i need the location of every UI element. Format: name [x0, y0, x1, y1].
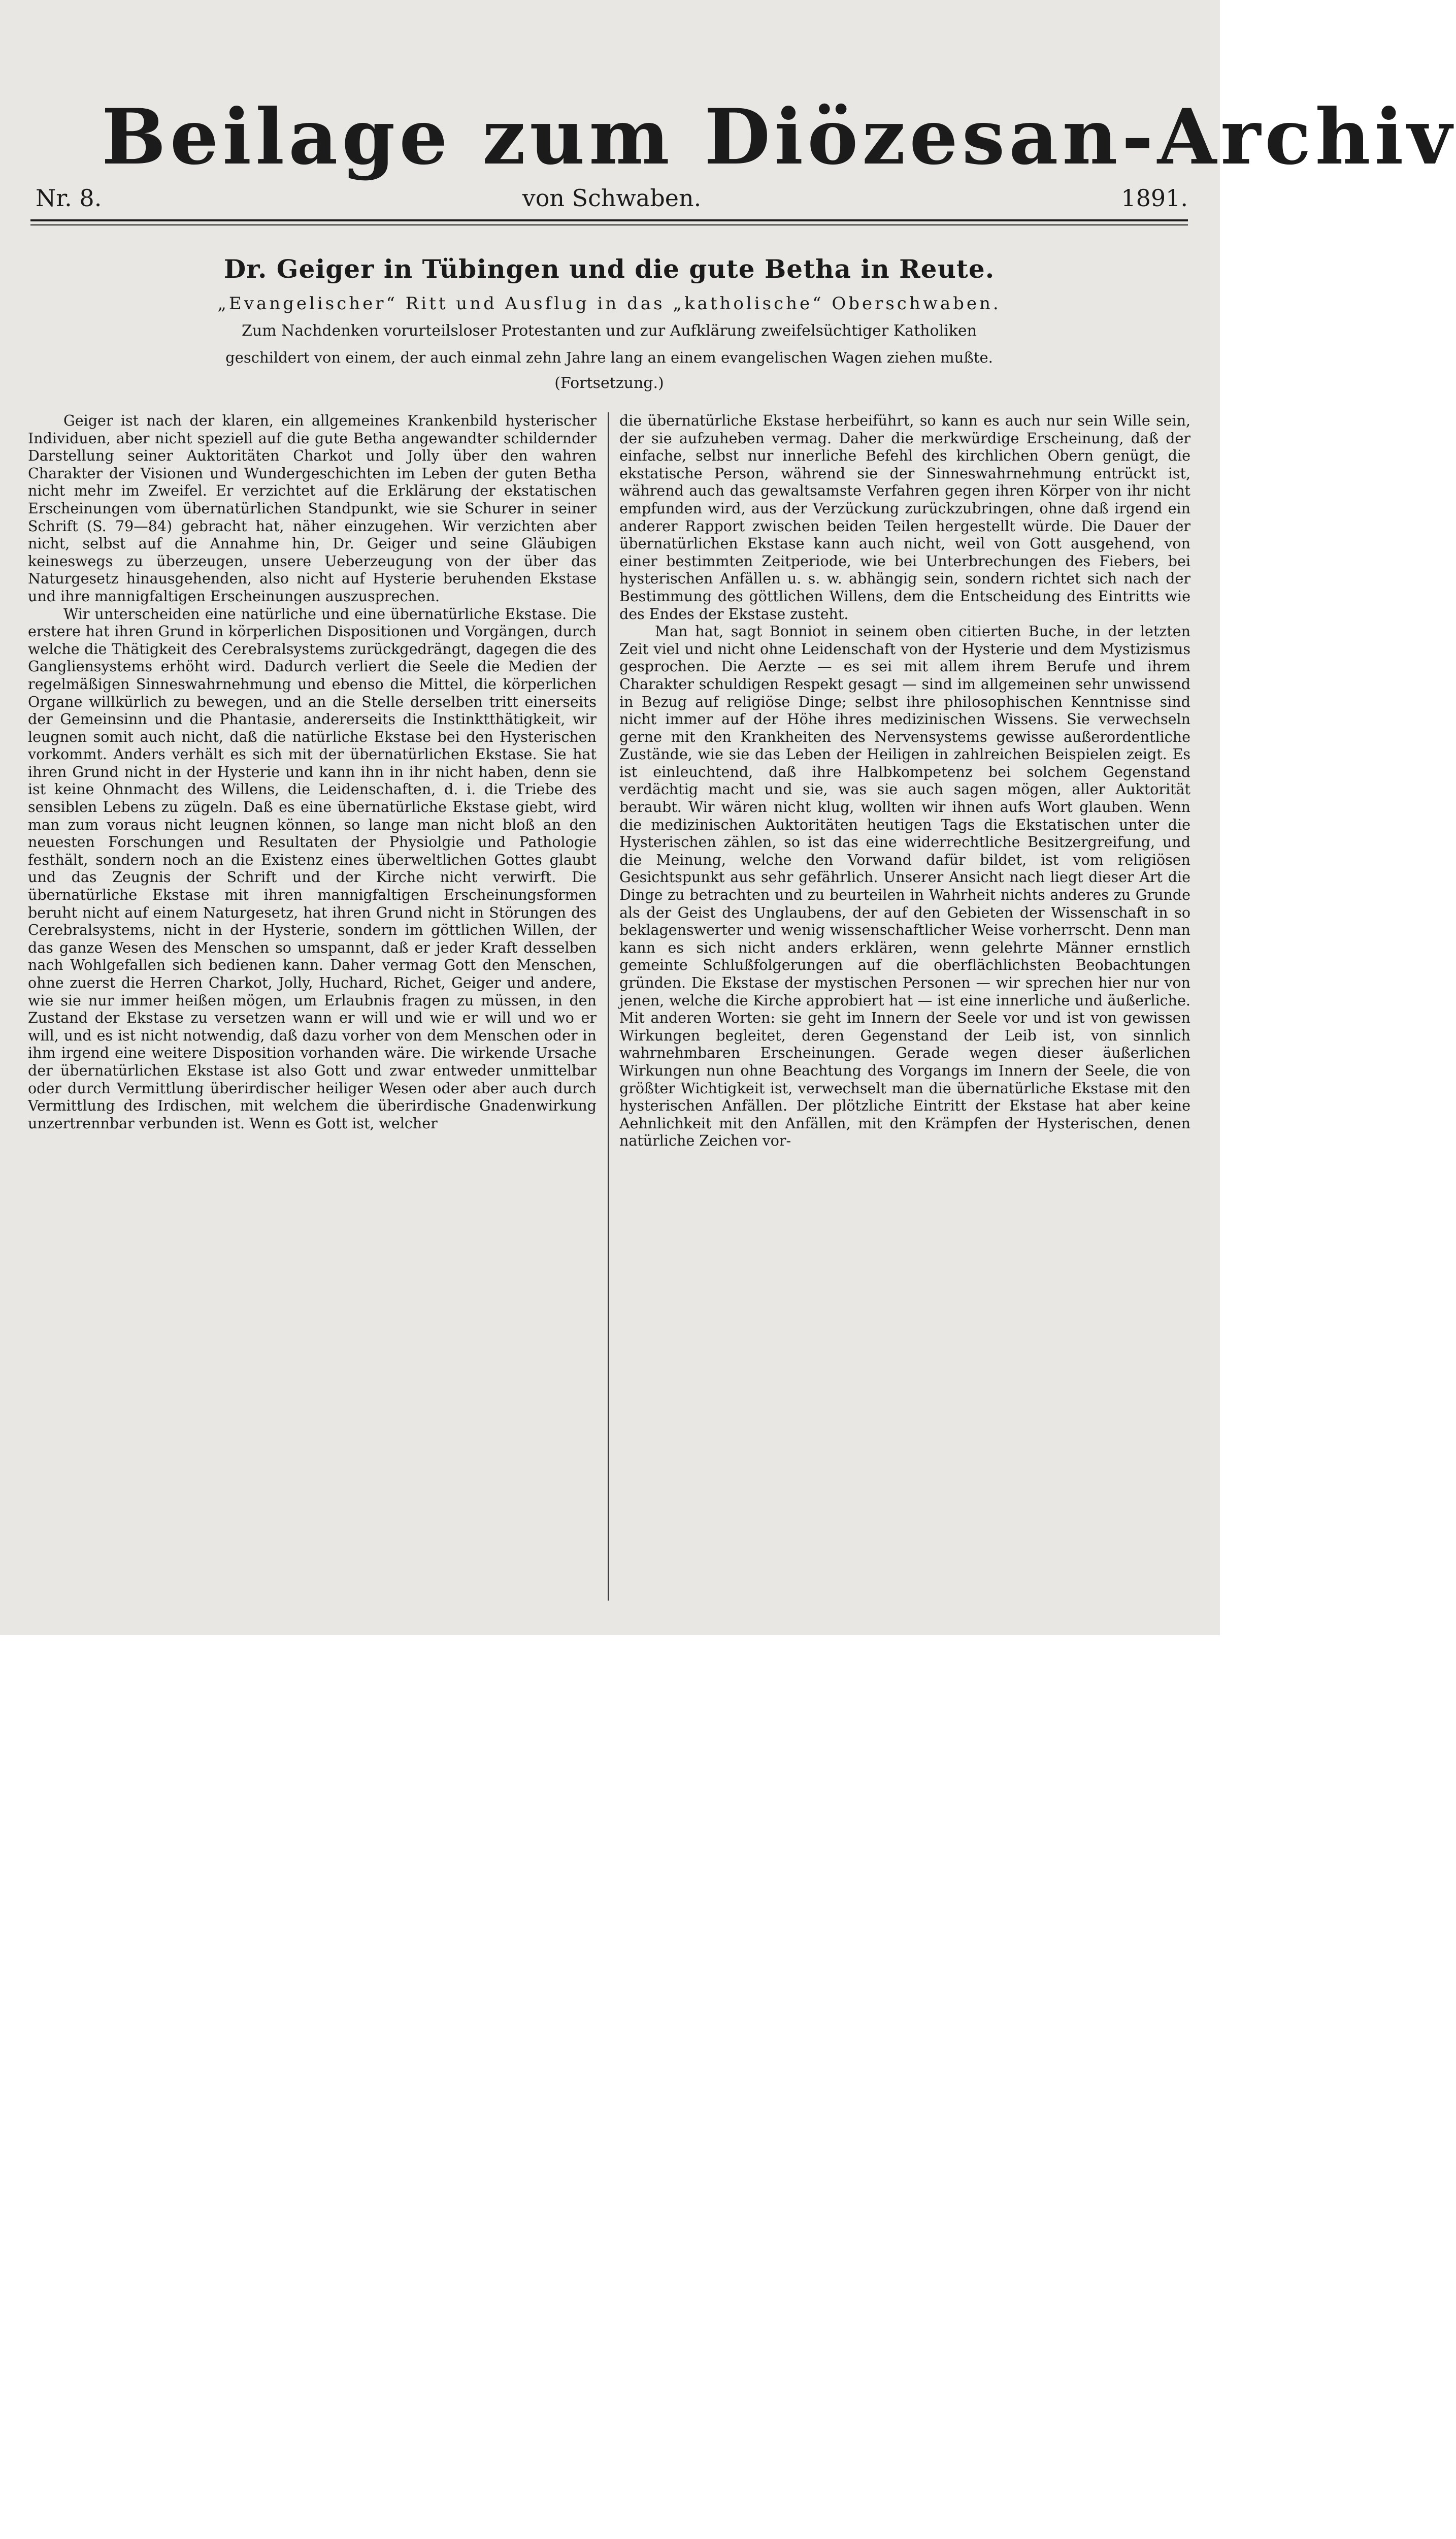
issue-number: Nr. 8. — [36, 184, 102, 212]
article-title: Dr. Geiger in Tübingen und die gute Betha in Reute. — [223, 254, 995, 284]
right-column — [619, 412, 1190, 1601]
continuation-note: (Fortsetzung.) — [554, 374, 664, 392]
article-dedication-line1: Zum Nachdenken vorurteilsloser Protestanten und zur Aufklärung zweifelsüchtiger Katholiken — [242, 322, 977, 340]
issue-year: 1891. — [1121, 184, 1188, 212]
masthead-title: Beilage zum Diözesan-Archiv — [102, 92, 1456, 182]
left-paragraph-1: Geiger ist nach der klaren, ein allgemeines Krankenbild hysterischer Individuen, aber nicht speziell auf die gute Betha angewandter schildernder Darstellung seiner Auktoritäten Charkot und Jolly über den wahren Charakter der Visionen und Wundergeschichten im Leben der guten Betha nicht mehr im Zweifel. Er verzichtet auf die Erklärung der ekstatischen Erscheinungen vom übernatürlichen Standpunkt, wie sie Schurer in seiner Schrift (S. 79—84) gebracht hat, näher einzugehen. Wir verzichten aber nicht, selbst auf die Annahme hin, Dr. Geiger und seine Gläubigen keineswegs zu überzeugen, unsere Ueberzeugung von der über das Naturgesetz hinausgehenden, also nicht auf Hysterie beruhenden Ekstase und ihre mannigfaltigen Erscheinungen auszusprechen. — [28, 412, 597, 605]
column-divider — [608, 412, 609, 1601]
masthead-rule-thin — [30, 224, 1188, 225]
article-subtitle: „Evangelischer“ Ritt und Ausflug in das „katholische“ Oberschwaben. — [217, 294, 1001, 314]
issue-place: von Schwaben. — [522, 184, 702, 212]
article-header — [30, 249, 1188, 396]
left-column — [28, 412, 597, 1601]
right-paragraph-1: die übernatürliche Ekstase herbeiführt, so kann es auch nur sein Wille sein, der sie aufzuheben vermag. Daher die merkwürdige Erscheinung, daß der einfache, selbst nur innerliche Befehl des kirchlichen Obern genügt, die ekstatische Person, während sie der Sinneswahrnehmung entrückt ist, während auch das gewaltsamste Verfahren gegen ihren Körper von ihr nicht empfunden wird, aus der Verzückung zurückzubringen, ohne daß irgend ein anderer Rapport zwischen beiden Teilen hergestellt würde. Die Dauer der übernatürlichen Ekstase kann auch nicht, weil von Gott ausgehend, von einer bestimmten Zeitperiode, wie bei Unterbrechungen des Fiebers, bei hysterischen Anfällen u. s. w. abhängig sein, sondern richtet sich nach der Bestimmung des göttlichen Willens, dem die Entscheidung des Eintritts wie des Endes der Ekstase zusteht. — [619, 412, 1190, 623]
right-paragraph-2: Man hat, sagt Bonniot in seinem oben citierten Buche, in der letzten Zeit viel und nicht ohne Leidenschaft von der Hysterie und dem Mystizismus gesprochen. Die Aerzte — es sei mit allem ihrem Berufe und ihrem Charakter schuldigen Respekt gesagt — sind im allgemeinen sehr unwissend in Bezug auf religiöse Dinge; selbst ihre philosophischen Kenntnisse sind nicht immer auf der Höhe ihres medizinischen Wissens. Sie verwechseln gerne mit den Krankheiten des Nervensystems gewisse außerordentliche Zustände, wie sie das Leben der Heiligen in zahlreichen Beispielen zeigt. Es ist einleuchtend, daß ihre Halbkompetenz bei solchem Gegenstand verdächtig macht und sie, was sie auch sagen mögen, aller Auktorität beraubt. Wir wären nicht klug, wollten wir ihnen aufs Wort glauben. Wenn die medizinischen Auktoritäten heutigen Tags die Ekstatischen unter die Hysterischen zählen, so ist das eine widerrechtliche Besitzergreifung, und die Meinung, welche den Vorwand dafür bildet, ist vom religiösen Gesichtspunkt aus sehr gefährlich. Unserer Ansicht nach liegt dieser Art die Dinge zu betrachten und zu beurteilen in Wahrheit nichts anderes zu Grunde als der Geist des Unglaubens, der auf den Gebieten der Wissenschaft in so beklagenswerter und wenig wissenschaftlicher Weise vorherrscht. Denn man kann es sich nicht anders erklären, wenn gelehrte Männer ernstlich gemeinte Schlußfolgerungen auf die oberflächlichsten Beobachtungen gründen. Die Ekstase der mystischen Personen — wir sprechen hier nur von jenen, welche die Kirche approbiert hat — ist eine innerliche und äußerliche. Mit anderen Worten: sie geht im Innern der Seele vor und ist von gewissen Wirkungen begleitet, deren Gegenstand der Leib ist, von sinnlich wahrnehmbaren Erscheinungen. Gerade wegen dieser äußerlichen Wirkungen nun ohne Beachtung des Vorgangs im Innern der Seele, die von größter Wichtigkeit ist, verwechselt man die übernatürliche Ekstase mit den hysterischen Anfällen. Der plötzliche Eintritt der Ekstase hat aber keine Aehnlichkeit mit den Anfällen, mit den Krämpfen der Hysterischen, denen natürliche Zeichen vor- — [619, 623, 1190, 1150]
masthead-rule-thick — [30, 219, 1188, 221]
digitization-footer — [0, 1635, 1220, 1736]
article-dedication-line2: geschildert von einem, der auch einmal zehn Jahre lang an einem evangelischen Wagen ziehen mußte. — [225, 349, 993, 366]
left-paragraph-2: Wir unterscheiden eine natürliche und eine übernatürliche Ekstase. Die erstere hat ihren Grund in körperlichen Dispositionen und Vorgängen, durch welche die Thätigkeit des Cerebralsystems zurückgedrängt, dagegen die des Gangliensystems erhöht wird. Dadurch verliert die Seele die Medien der regelmäßigen Sinneswahrnehmung und ebenso die Mittel, die körperlichen Organe willkürlich zu bewegen, und an die Stelle derselben tritt einerseits der Gemeinsinn und die Phantasie, andererseits die Instinktthätigkeit, wir leugnen somit auch nicht, daß die natürliche Ekstase bei den Hysterischen vorkommt. Anders verhält es sich mit der übernatürlichen Ekstase. Sie hat ihren Grund nicht in der Hysterie und kann ihn in ihr nicht haben, denn sie ist keine Ohnmacht des Willens, die Leidenschaften, d. i. die Triebe des sensiblen Lebens zu zügeln. Daß es eine übernatürliche Ekstase giebt, wird man zum voraus nicht leugnen können, so lange man nicht bloß an den neuesten Forschungen und Resultaten der Physiolgie und Pathologie festhält, sondern noch an die Existenz eines überweltlichen Gottes glaubt und das Zeugnis der Schrift und der Kirche nicht verwirft. Die übernatürliche Ekstase mit ihren mannigfaltigen Erscheinungsformen beruht nicht auf einem Naturgesetz, hat ihren Grund nicht in Störungen des Cerebralsystems, nicht in der Hysterie, sondern im göttlichen Willen, der das ganze Wesen des Menschen so umspannt, daß er jeder Kraft desselben nach Wohlgefallen sich bedienen kann. Daher vermag Gott den Menschen, ohne zuerst die Herren Charkot, Jolly, Huchard, Richet, Geiger und andere, wie sie nur immer heißen mögen, um Erlaubnis fragen zu müssen, in den Zustand der Ekstase zu versetzen wann er will und wie er will und wo er will, und es ist nicht notwendig, daß dazu vorher von dem Menschen oder in ihm irgend eine weitere Disposition vorhanden wäre. Die wirkende Ursache der übernatürlichen Ekstase ist also Gott und zwar entweder unmittelbar oder durch Vermittlung überirdischer heiliger Wesen oder aber auch durch Vermittlung des Irdischen, mit welchem die überirdische Gnadenwirkung unzertrennbar verbunden ist. Wenn es Gott ist, welcher — [28, 605, 597, 1132]
issue-line — [36, 180, 1188, 216]
